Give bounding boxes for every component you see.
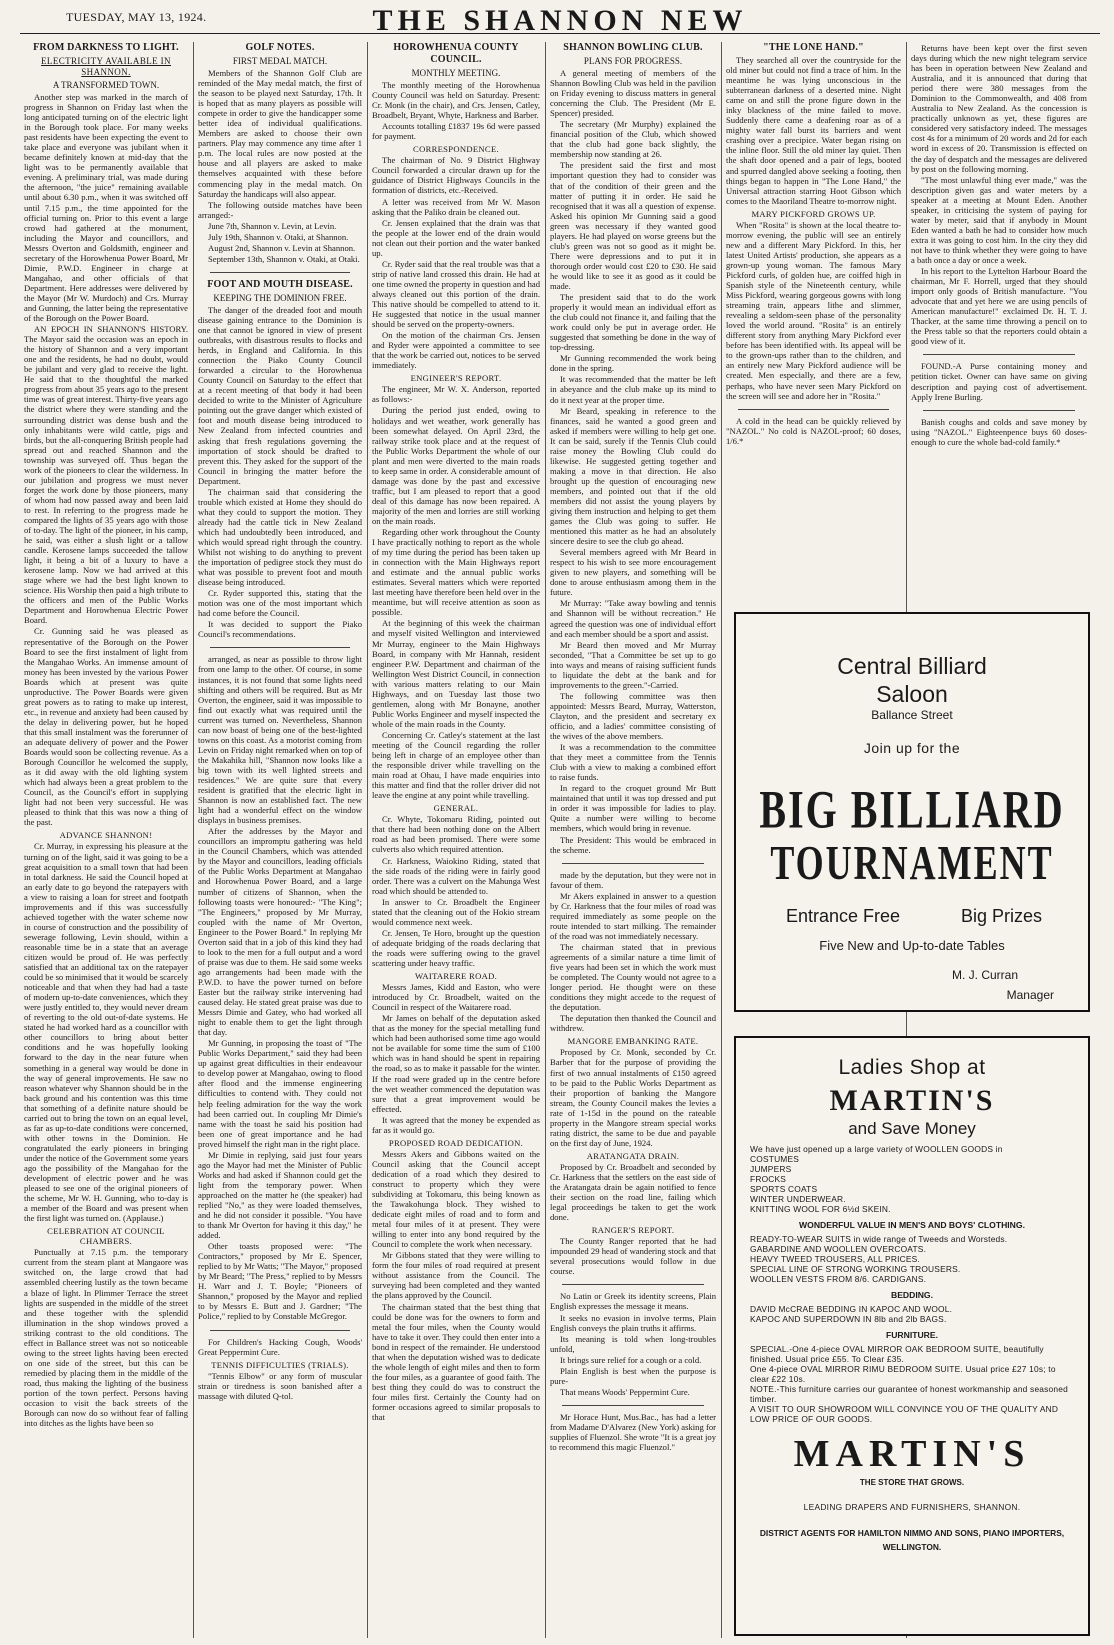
paragraph: arranged, as near as possible to throw light from one lamp to the other. Of course, in some instances, it is not found that some lights need shifting and others will be required. But as Mr Overton, the engineer, said it was impossible to find out exactly what was required until the current was turned on. Nevertheless, Shannon can now boast of being one of the best-lighted towns on this coast. As a motorist coming from Levin on Friday night remarked when on top of the Makahika hill, "Shannon now looks like a big town with its well lighted streets and residences." We are quite sure that every resident is gratified that the electric light in Shannon is now an established fact. The new light had a wonderful effect on the window displays in business premises. bbox=[198, 654, 362, 826]
paragraph: The danger of the dreaded foot and mouth disease gaining entrance to the Dominion is one that cannot be ignored in view of present outbreaks, with disastrous results to flocks and herds, in England and California. In this connection the Piako County Council forwarded a circular to the Horowhenua County Council on Saturday to the effect that at a recent meeting of that body it had been decided to write to the Minister of Agriculture pointing out the grave danger which existed of foot and mouth disease being introduced to New Zealand from infected countries and asking that fresh regulations governing the importation of stock should be drafted to prevent this. They asked for the support of the Council in bringing the matter before the Department. bbox=[198, 304, 362, 486]
paragraph: Mr Gibbons stated that they were willing to form the four miles of road required at present without assistance from the Council. The surveying had been completed and they wanted the plans approved by the Council. bbox=[372, 1250, 540, 1301]
subheadline: A TRANSFORMED TOWN. bbox=[52, 80, 160, 90]
column-rule bbox=[721, 42, 722, 1638]
verse-line: No Latin or Greek its identity screens, Plain English expresses the message it means. bbox=[550, 1291, 716, 1312]
paragraph: The chairman stated that the best thing that could be done was for the owners to form and metal the four miles, when the County would have to take it over. They could then enter into a bond in respect of the remainder. He understood that when the deputation wished was to dedicate the whole length of eight miles and then to form the four miles, as a guarantee of good faith. The best thing they could do was to construct the four miles first. Certainly the County had on former occasions agreed to similar proposals to that bbox=[372, 1301, 540, 1423]
paragraph: The secretary (Mr Murphy) explained the financial position of the Club, which showed that the club had gone back slightly, the membership now standing at 26. bbox=[550, 119, 716, 160]
paragraph: The County Ranger reported that he had impounded 29 head of wandering stock and that several prosecutions would follow in due course. bbox=[550, 1236, 716, 1277]
list-item: SPORTS COATS bbox=[750, 1184, 818, 1194]
paragraph: Several members agreed with Mr Beard in respect to his wish to see more encouragement given to new players, and something will be done to arouse enthusiasm among them in the future. bbox=[550, 547, 716, 598]
paragraph: After the addresses by the Mayor and councillors an impromptu gathering was held in the Council Chambers, which was attended by the Mayor and councillors, leading officials of the Public Works Department at Mangahao and Horowhenua Power Board, and a large number of citizens of Shannon, when the following toasts were honoured:- "The King"; "The Engineers," proposed by Mr Murray, coupled with the name of Mr Overton, Engineer to the Power Board." In replying Mr Overton said that in a job of this kind they had to look to the men for a full output and a word of praise was due to them. He said some weeks ago arrangements had been made with the P.W.D. to have the power turned on before Easter but the railway strike intervening had caused delay. He stated great praise was due to Messrs Dimie and Gatey, who had worked all night to enable them to get the light through that day. bbox=[198, 826, 362, 1038]
verse-line: Plain English is best when the purpose is pure- bbox=[550, 1365, 716, 1386]
subheadline: ELECTRICITY AVAILABLE IN SHANNON. bbox=[41, 56, 171, 77]
paragraph: Messrs Akers and Gibbons waited on the Council asking that the Council accept dedication of a road which they desired to construct to property which they were subdividing at Tokomaru, this being known as the Tawakohunga block. They wished to dedicate eight miles of road and to form and metal four miles of it at present. They were willing to enter into any bond required by the Council to complete the work when necessary. bbox=[372, 1148, 540, 1250]
paragraph: It was agreed that the money be expended as far as it would go. bbox=[372, 1114, 540, 1135]
paragraph: June 7th, Shannon v. Levin, at Levin. bbox=[208, 220, 337, 231]
woollen-goods-list bbox=[750, 1154, 1074, 1214]
divider bbox=[562, 1284, 704, 1285]
list-item: NOTE.-This furniture carries our guarantee of honest workmanship and seasoned timber. bbox=[750, 1384, 1068, 1404]
paragraph: They searched all over the countryside for the old miner but could not find a trace of him. In the meantime he was lying unconscious in the subterranean darkness of a deserted mine. Night came on and still the prone figure down in the inky blackness of the mine failed to move. Suddenly there came a deafening roar as of a mighty water fall burst its barriers and went crashing over a precipice. Water began rising on the inline floor. Still the old miner lay quiet. Then the shaft door opened and a pair of legs, booted and spurred dangled above seeking a footing, then things began to happen in "The Lone Hand," the Universal attraction starring Hoot Gibson which comes to the Maoriland Theatre to-morrow night. bbox=[726, 55, 901, 206]
list-item: GABARDINE AND WOOLLEN OVERCOATS. bbox=[750, 1244, 927, 1254]
divider bbox=[738, 409, 889, 410]
paragraph: Cr. Harkness, Waiokino Riding, stated that the side roads of the riding were in fairly good order. There was a culvert on the Mahunga West road which should be attended to. bbox=[372, 855, 540, 896]
section-heading: CORRESPONDENCE. bbox=[413, 144, 499, 155]
list-item: JUMPERS bbox=[750, 1164, 792, 1174]
advert-title: Ladies Shop at bbox=[838, 1056, 986, 1079]
paragraph: Cr. Ryder said that the real trouble was that a strip of native land crossed this drain. He had at one time owned the property in question and had always cleaned out this portion of the drain. This native should be compelled to attend to it. He suggested that notice in the usual manner should be served on the property-owners. bbox=[372, 258, 540, 330]
advert-billiard-saloon bbox=[734, 612, 1090, 1012]
paragraph: At the beginning of this week the chairman and myself visited Wellington and interviewed Mr Murray, engineer to the Main Highways Board, in company with Mr Hannah, resident engineer P.W. Department and chairman of the Wellington West District Council, in connection with various matters relating to our Main Highways, and on Tuesday last those two gentlemen, along with Mr Bonayne, another Public Works Engineer and myself inspected the whole of the main roads in the County. bbox=[372, 618, 540, 729]
paragraph: A letter was received from Mr W. Mason asking that the Paliko drain be cleaned out. bbox=[372, 196, 540, 217]
subheadline: KEEPING THE DOMINION FREE. bbox=[213, 292, 347, 303]
paragraph: Accounts totalling £1837 19s 6d were passed for payment. bbox=[372, 121, 540, 142]
bedding-list bbox=[750, 1304, 1074, 1324]
paragraph: The deputation then thanked the Council and withdrew. bbox=[550, 1013, 716, 1034]
advert-title: Central Billiard Saloon bbox=[837, 653, 987, 707]
column-rule bbox=[193, 42, 194, 1638]
paragraph: Mr Gunning, in proposing the toast of "The Public Works Department," said they had been up against great difficulties in their endeavour to develop power at Mangahao, owing to flood after flood and the immense engineering difficulties to contend with. They could not help feeling admiration for the way the work had been carried out. In coupling Mr Dimie's name with the toast he said his position had been one of great importance and he had proved himself the right man in the right place. bbox=[198, 1038, 362, 1149]
paragraph: During the period just ended, owing to holidays and wet weather, work generally has been somewhat delayed. On April 23rd, the railway strike took place and at the request of the Public Works Department the whole of our plant and men were diverted to the main roads to keep same in order. A considerable amount of damage was done by the past and excessive traffic, but I am pleased to report that a good deal of this damage has now been repaired. A majority of the men and lorries are still working on the main roads. bbox=[372, 405, 540, 526]
list-item: One 4-piece OVAL MIRROR RIMU BEDROOM SUITE. Usual price £27 10s; to clear £22 10s. bbox=[750, 1364, 1056, 1384]
paragraph: Mr Beard then moved and Mr Murray seconded, "That a Committee be set up to go into ways and means of raising sufficient funds to liquidate the debt at the bank and for improvements to the green."-Carried. bbox=[550, 639, 716, 690]
article-bowling-club bbox=[550, 42, 716, 1638]
paragraph: Returns have been kept over the first seven days during which the new night telegram service has been in operation between New Zealand and Australia, and it is announced that during that period there were 380 messages from the Dominion to the Commonwealth, and 408 from Australia to New Zealand. As the concession is practically unknown as yet, these figures are considered very satisfactory indeed. The messages cost 4s for a minimum of 20 words and 2d for each word in excess of 20. Transmission is effected on the day of despatch and the messages are delivered by post on the following morning. bbox=[911, 43, 1087, 174]
section-heading: MANGORE EMBANKING RATE. bbox=[567, 1036, 699, 1047]
divider bbox=[923, 354, 1075, 355]
issue-date: TUESDAY, MAY 13, 1924. bbox=[66, 10, 207, 24]
paragraph: Cr. Murray, in expressing his pleasure at the turning on of the light, said it was going to be a great acquisition to a small town that had been in total darkness. He said the Council hoped at an early date to go beyond the ratepayers with a view to raising a loan for street and footpath improvements and if this was successfully achieved together with the water scheme now in course of construction and the possibility of sewerage following, Levin should, within a reasonable time be in a state that an average citizen would be proud of. He was perfectly satisfied that an additional tax on the ratepayer could be so minimised that it would be scarcely noticeable and that when they had had a taste of modern up-to-date conveniences, which they were justly entitled to, they would never dream of reverting to the old out-of-date systems. He stated he had worked hard as a councillor with other councillors to bring about better conditions and he was hopefully looking forward to the day in the near future when something in a general way would be done in the way of general improvements. He saw no reason whatever why Shannon should be in the back ground and his contention was this time that something of a definite nature should be carried out to bring the town on an equal level, as far as up-to-date conditions were concerned, with other towns in the Dominion. He congratulated the early pioneers in bringing under the notice of the Government some years ago the possibility of the Mangahao for the development of electric power and he was pleased to see one of the original pioneers of the scheme, Mr W. H. Gunning, who to-day is a member of the Board and was present when the first light was turned on. (Applause.) bbox=[24, 841, 188, 1224]
paragraph: On the motion of the chairman Crs. Jensen and Ryder were appointed a committee to see that the work be carried out, notices to be served immediately. bbox=[372, 330, 540, 371]
headline: GOLF NOTES. bbox=[245, 42, 315, 53]
advert-headline: TOURNAMENT bbox=[770, 836, 1054, 890]
section-heading: BEDDING. bbox=[890, 1290, 934, 1300]
paragraph: Proposed by Cr. Broadbelt and seconded by Cr. Harkness that the settlers on the east side of the Aratangata drain be again notified to fence their section on the road line, failing which legal proceedings be taken to get the work done. bbox=[550, 1161, 716, 1223]
advert-tagline: Join up for the bbox=[863, 740, 961, 756]
paragraph: Members of the Shannon Golf Club are reminded of the May medal match, the first of the season to be played next Saturday, 17th. It is hoped that as many players as possible will compete in order to give the handicapper some better idea of individual qualifications. Members are asked to choose their own partners. Play may commence any time after 1 p.m. The local rules are now posted at the house and all players are asked to make themselves acquainted with these before commencing play in the medal match. On Saturday the handicaps will also appear. bbox=[198, 68, 362, 199]
paragraph: In regard to the croquet ground Mr Butt maintained that until it was top dressed and put in order it was impossible for ladies to play. Quite a number were willing to become members, which would bring in revenue. bbox=[550, 783, 716, 834]
paragraph: July 19th, Shannon v. Otaki, at Shannon. bbox=[208, 231, 349, 242]
paragraph: August 2nd, Shannon v. Levin at Shannon. bbox=[208, 242, 356, 253]
section-heading: PROPOSED ROAD DEDICATION. bbox=[388, 1137, 524, 1148]
verse-line: It brings sure relief for a cough or a cold. bbox=[560, 1354, 702, 1365]
paragraph: Mr Murray: "Take away bowling and tennis and Shannon will be without recreation." He agreed the question was one of individual effort and each member should be a sport and assist. bbox=[550, 598, 716, 639]
paragraph: In answer to Cr. Broadbelt the Engineer stated that the cleaning out of the Hokio stream would commence next week. bbox=[372, 896, 540, 927]
verse-line: It seeks no evasion in involve terms, Plain English conveys the plain truths it affirms. bbox=[550, 1312, 716, 1333]
list-item: READY-TO-WEAR SUITS in wide range of Tweeds and Worsteds. bbox=[750, 1234, 1008, 1244]
list-item: KAPOC AND SUPERDOWN IN 8lb and 2lb BAGS. bbox=[750, 1314, 947, 1324]
headline: SHANNON BOWLING CLUB. bbox=[563, 42, 703, 53]
section-heading: ENGINEER'S REPORT. bbox=[410, 373, 502, 384]
advert-manager-title: Manager bbox=[1006, 988, 1054, 1002]
divider bbox=[923, 410, 1075, 411]
list-item: A VISIT TO OUR SHOWROOM WILL CONVINCE YOU OF THE QUALITY AND LOW PRICE OF OUR GOODS. bbox=[750, 1404, 1059, 1424]
headline: "THE LONE HAND." bbox=[763, 42, 864, 53]
paragraph: It was decided to support the Piako Council's recommendations. bbox=[198, 619, 362, 640]
column-news-briefs bbox=[911, 42, 1087, 632]
paragraph: Cr. Gunning said he was pleased as representative of the Borough on the Power Board to see the first instalment of light from the Mangahao Works. An immense amount of money has been invested by the various Power Boards which at present was quite unproductive. The Power Boards were given great powers as to rating to make up interest, etc., in revenue and anxiety had been caused by the delay in delivering power, but he hoped that this small instalment was the forerunner of an adequate delivery of power and the Power Boards would soon be collecting revenue. As a Borough Councillor he welcomed the supply, as it did away with the old lighting system which had always been a great problem to the Council, as the Council's effort in supplying light had not been very successful. He was pleased to think that this was now a thing of the past. bbox=[24, 626, 188, 828]
divider bbox=[210, 272, 350, 273]
paragraph: made by the deputation, but they were not in favour of them. bbox=[550, 869, 716, 890]
advert-address: Ballance Street bbox=[871, 708, 953, 722]
article-county-council bbox=[372, 42, 540, 1638]
section-heading: TENNIS DIFFICULTIES (TRIALS). bbox=[211, 1359, 349, 1370]
advert-tables: Five New and Up-to-date Tables bbox=[819, 938, 1005, 953]
section-heading: FURNITURE. bbox=[885, 1330, 939, 1340]
paragraph: Punctually at 7.15 p.m. the temporary current from the steam plant at Mangaore was switched on, the large crowd that had assembled cheering lustily as the town became a blaze of light. In Plimmer Terrace the street lights are suspended in the middle of the street and these together with the splendid illumination in the shop windows proved a striking contrast to the old conditions. The effect in Ballance street was not so noticeable owing to the street lights having been erected on one side of the street, but this can be remedied by placing them in the middle of the road, thus making the lighting of the business portion of the town perfect. Persons having occasion to visit the back streets of the Borough can now do so without fear of falling into ditches as the lights have been so bbox=[24, 1247, 188, 1429]
section-heading: WAITARERE ROAD. bbox=[414, 971, 498, 982]
paragraph: Banish coughs and colds and save money by using "NAZOL." Eighteenpence buys 60 doses-enough to cure the whole bad-cold family.* bbox=[911, 416, 1087, 447]
paragraph: September 13th, Shannon v. Otaki, at Otaki. bbox=[208, 253, 360, 264]
column-rule bbox=[545, 42, 546, 1638]
advert-line: For Children's Hacking Cough, Woods' Great Peppermint Cure. bbox=[198, 1336, 362, 1357]
column-golf-and-disease bbox=[198, 42, 362, 1638]
clothing-list bbox=[750, 1234, 1074, 1284]
advert-entrance: Entrance Free bbox=[786, 906, 901, 926]
verse-line: Its meaning is told when long-troubles unfold, bbox=[550, 1333, 716, 1354]
list-item: SPECIAL.-One 4-piece OVAL MIRROR OAK BEDROOM SUITE, beautifully finished. Usual price £55. To Clear £35. bbox=[750, 1344, 1044, 1364]
advert-agency: DISTRICT AGENTS FOR HAMILTON NIMMO AND SONS, PIANO IMPORTERS, WELLINGTON. bbox=[759, 1528, 1065, 1552]
paragraph: Mr Gunning recommended the work being done in the spring. bbox=[550, 353, 716, 374]
advert-headline: BIG BILLIARD bbox=[759, 779, 1065, 840]
advert-tagline: and Save Money bbox=[848, 1119, 976, 1138]
paragraph: Another step was marked in the march of progress in Shannon on Friday last when the long anticipated turning on of the electric light in the Borough took place. For many weeks past residents have been expecting the event to take place and everyone was jubilant when it became definitely known at mid-day that the light was to be permanently available that evening. A preliminary trial, was made during the afternoon, "the juice" remaining available until about 6.30 p.m., when it was switched off until 7.15 p.m., the time appointed for the official turning on. Prior to this event a large crowd had gathered at the monument, including the Mayor and councillors, and Messrs Overton and Goldsmith, engineer and secretary of the Horowhenua Power Board, Mr Dimie, P.W.D. Engineer in charge at Mangahao, and other officials of that Department. Here addresses were delivered by the Mayor (Mr W. Murdoch) and Crs. Murray and Gunning, the latter being the representative of the Borough on the Power Board. bbox=[24, 92, 188, 324]
paragraph: It was recommended that the matter be left in abeyance and the club make up its mind to do it next year at the proper time. bbox=[550, 374, 716, 405]
paragraph: The president said that to do the work properly it would mean an individual effort as the club could not finance it, and failing that the work could only be put in average order. He suggested that something be done in the way of top-dressing. bbox=[550, 292, 716, 353]
paragraph: Cr. Jensen, Te Horo, brought up the question of adequate bridging of the roads declaring that the roads were suffering owing to the gravel scattering under heavy traffic. bbox=[372, 927, 540, 968]
advert-slogan: THE STORE THAT GROWS. bbox=[859, 1478, 965, 1487]
section-heading: ADVANCE SHANNON! bbox=[59, 830, 153, 841]
list-item: SPECIAL LINE OF STRONG WORKING TROUSERS. bbox=[750, 1264, 961, 1274]
article-lone-hand bbox=[726, 42, 901, 632]
subheadline: PLANS FOR PROGRESS. bbox=[583, 56, 683, 66]
paragraph: A general meeting of members of the Shannon Bowling Club was held in the pavilion on Friday evening to discuss matters in general concerning the Club. The President (Mr E. Spencer) presided. bbox=[550, 68, 716, 119]
column-rule bbox=[367, 42, 368, 1638]
verse-line: That means Woods' Peppermint Cure. bbox=[560, 1386, 690, 1397]
paragraph: The President: This would be embraced in the scheme. bbox=[550, 834, 716, 855]
subheadline: FIRST MEDAL MATCH. bbox=[232, 56, 328, 66]
paragraph: Mr James on behalf of the deputation asked that as the money for the special metalling fund which had been authorised some time ago would not be available for some time the sum of £100 which was in hand should be spent in repairing the road, so as to make it passable for the winter. If the road were graded up in the centre before the wet weather commenced the deputation was sure that a great improvement would be effected. bbox=[372, 1013, 540, 1114]
paragraph: The following committee was then appointed: Messrs Beard, Murray, Watterston, Clayton, and the president and secretary ex officio, and a ladies' committee consisting of the wives of the above members. bbox=[550, 690, 716, 742]
paragraph: Messrs James, Kidd and Easton, who were introduced by Cr. Broadbelt, waited on the Council in respect of the Waitarere road. bbox=[372, 982, 540, 1013]
section-heading: CELEBRATION AT COUNCIL CHAMBERS. bbox=[47, 1226, 165, 1247]
headline: FROM DARKNESS TO LIGHT. bbox=[33, 42, 179, 53]
paragraph: The chairman stated that in previous agreements of a similar nature a time limit of five years had been set in which the work must be completed. The County would not agree to a longer period. He thought were on these conditions they might accede to the request of the deputation. bbox=[550, 941, 716, 1013]
paragraph: Other toasts proposed were: "The Contractors," proposed by Mr E. Spencer, replied to by Mr Watts; "The Mayor," proposed by Mr Beard; "The Press," replied to by Messrs H. Warr and J. T. Boyle; "Pioneers of Shannon," proposed by the Mayor and replied to by Messrs E. Butt and J. Gardner; "The Police," replied to by Constable McGregor. bbox=[198, 1241, 362, 1322]
advert-description: LEADING DRAPERS AND FURNISHERS, SHANNON. bbox=[803, 1502, 1021, 1512]
paragraph: Mr Horace Hunt, Mus.Bac., has had a letter from Madame D'Alvarez (New York) asking for supplies of Fluenzol. She wrote "It is a great joy to recommend this magic Fluenzol." bbox=[550, 1411, 716, 1453]
paragraph: AN EPOCH IN SHANNON'S HISTORY. The Mayor said the occasion was an epoch in the history of Shannon and a very important one and the residents, he had no doubt, would be jubilant and very glad to receive the light. He said that to the thoughtful the marked progress from about 35 years ago to the present time was of great interest. Thirty-five years ago the district where they were standing and the surrounding district was dense bush and the only inhabitants were wild cattle, pigs and birds, but the all-conquering British people had spread out and reached Shannon and the township was surveyed off. Thus began the work of the pioneers to clear the wilderness. In our jubilation and progress we must never forget the work done by those pioneers, many of whom had now passed away and been laid to rest. In referring to the progress made he compared the lights of 35 years ago with those of to-day. The light of the pioneer, in his camp, he said, was either a slush light or a tallow candle. Kerosene lamps succeeded the tallow light, it being a bit of a luxury to have a kerosene lamp. Now we had arrived at this stage where we had the best light known to science. His Worship then paid a high tribute to the officers and men of the Public Works Department and Horowhenua Electric Power Board. bbox=[24, 324, 188, 626]
advert-martins bbox=[734, 1036, 1090, 1636]
list-item: DAVID McCRAE BEDDING IN KAPOC AND WOOL. bbox=[750, 1304, 953, 1314]
subheadline: MONTHLY MEETING. bbox=[411, 68, 501, 78]
furniture-list bbox=[750, 1344, 1074, 1424]
section-heading: ARATANGATA DRAIN. bbox=[586, 1150, 680, 1161]
divider bbox=[210, 1330, 350, 1331]
headline: FOOT AND MOUTH DISEASE. bbox=[207, 278, 353, 290]
paragraph: Regarding other work throughout the County I have practically nothing to report as the whole of my time during the period has been taken up in connection with the Main Highways report and estimate and the annual public works estimates. Several matters which were reported last meeting have therefore been held over in the meantime, but will receive attention as soon as possible. bbox=[372, 527, 540, 618]
article-darkness-to-light bbox=[24, 42, 188, 1638]
list-item: HEAVY TWEED TROUSERS, ALL PRICES. bbox=[750, 1254, 920, 1264]
paragraph: It was a recommendation to the committee that they meet a committee from the Tennis Club with a view to making a combined effort to raise funds. bbox=[550, 742, 716, 783]
section-heading: GENERAL. bbox=[433, 803, 479, 814]
section-heading: RANGER'S REPORT. bbox=[591, 1225, 675, 1236]
paragraph: The engineer, Mr W. X. Anderson, reported as follows:- bbox=[372, 384, 540, 405]
paragraph: Proposed by Cr. Monk, seconded by Cr. Barber that for the purpose of providing the first of two annual instalments of £150 agreed to be paid to the Public Works Department as their proportion of banking the Mangore stream, the County Council makes the levies a rate of 1-15d in the pound on the rateable property in the Mangore stream special works rating district, the same to be due and payable on the first day of June, 1924. bbox=[550, 1047, 716, 1148]
paragraph: The chairman of No. 9 District Highway Council forwarded a circular drawn up for the guidance of District Highways Councils in the formation of districts, etc.-Received. bbox=[372, 155, 540, 196]
advert-manager-name: M. J. Curran bbox=[951, 968, 1018, 982]
paragraph: Mr Akers explained in answer to a question by Cr. Harkness that the four miles of road was required immediately as some people on the route intended to start milking. The remainder of the road was not immediately necessary. bbox=[550, 890, 716, 941]
advert-prizes: Big Prizes bbox=[960, 906, 1042, 926]
paragraph: Cr. Jensen explained that the drain was that the people at the lower end of the drain would not clean out their portion and the water banked up. bbox=[372, 217, 540, 258]
paragraph: Mr Dimie in replying, said just four years ago the Mayor had met the Minister of Public Works and had asked if Shannon could get the light from the temporary power. When approached on the matter he (the speaker) had replied "No," as they were loaded themselves, and he did not consider it possible. "You have to thank Mr Overton for having it this day," he added. bbox=[198, 1149, 362, 1241]
headline: HOROWHENUA COUNTY COUNCIL. bbox=[393, 42, 519, 65]
newspaper-title: THE SHANNON NEW bbox=[372, 4, 748, 37]
divider bbox=[562, 863, 704, 864]
paragraph: When "Rosita" is shown at the local theatre to-morrow evening, the public will see an entirely new and a different Mary Pickford. In this, her latest United Artists' production, she appears as a grown-up young woman. The famous Mary Pickford curls, of golden hue, are coiffed high in Spanish style of the Nineteenth century, while Miss Pickford, wearing gorgeous gowns with long streaming train, appears lithe and slimmer, revealing a seldom-seen phase of the personality loved the world around. "Rosita" is an entirely different story from anything Mary Pickford ever before has been identified with. Its appeal will be to the grown-ups rather than to the children, and an entirely new Mary Pickford audience will be created. Men especially, and there are a few, perhaps, who have never seen Mary Pickford on the screen will see and adore her in "Rosita." bbox=[726, 219, 901, 401]
paragraph: A cold in the head can be quickly relieved by "NAZOL." No cold is NAZOL-proof; 60 doses, 1/6.* bbox=[726, 415, 901, 446]
divider bbox=[562, 1405, 704, 1406]
paragraph: In his report to the Lyttelton Harbour Board the chairman, Mr F. Horrell, urged that they should import only goods of British manufacture. "You advocate that and yet here we are using pencils of American manufacture!" exclaimed Dr. H. T. J. Thacker, at the same time throwing a pencil on to the Press table so that the reporters could obtain a good view of it. bbox=[911, 266, 1087, 347]
advert-intro: We have just opened up a large variety of WOOLLEN GOODS in bbox=[750, 1144, 1003, 1154]
paragraph: The chairman said that considering the trouble which existed at Home they should do what they could to support the motion. They already had the cattle tick in New Zealand which had undoubtedly been introduced, and which would spread right through the country. Whilst not wishing to do anything to prevent the importation of pedigree stock they must do what was possible to prevent foot and mouth disease being introduced. bbox=[198, 486, 362, 588]
section-heading: MARY PICKFORD GROWS UP. bbox=[751, 208, 876, 219]
paragraph: Concerning Cr. Catley's statement at the last meeting of the Council regarding the roller being left in charge of an employee other than the responsible driver while travelling on the main road at Ohau, I have made enquiries into this matter and find that the roller driver did not leave the engine at any point while travelling. bbox=[372, 729, 540, 801]
list-item: COSTUMES bbox=[750, 1154, 800, 1164]
list-item: KNITTING WOOL FOR 6½d SKEIN. bbox=[750, 1204, 891, 1214]
masthead bbox=[20, 4, 1100, 37]
list-item: WINTER UNDERWEAR. bbox=[750, 1194, 846, 1204]
divider bbox=[210, 647, 350, 648]
classified-notice: FOUND.-A Purse containing money and petition ticket. Owner can have same on giving description and paying cost of advertisement. Apply Irene Burling. bbox=[911, 361, 1087, 402]
paragraph: The following outside matches have been arranged:- bbox=[198, 199, 362, 220]
paragraph: Cr. Whyte, Tokomaru Riding, pointed out that there had been nothing done on the Albert road as had been promised. There were some culverts also which required attention. bbox=[372, 814, 540, 855]
paragraph: Cr. Ryder supported this, stating that the motion was one of the most important which had come before the Council. bbox=[198, 588, 362, 619]
advert-brand: MARTIN'S bbox=[829, 1084, 995, 1117]
section-heading: WONDERFUL VALUE IN MEN'S AND BOYS' CLOTHING. bbox=[799, 1220, 1025, 1230]
advert-brand: MARTIN'S bbox=[793, 1433, 1031, 1475]
paragraph: The president said the first and most important question they had to consider was that of the condition of their green and the matter of putting it in order. He said he recognised that it was all a question of expense. Asked his opinion Mr Gunning said a good green was necessary if they wanted good players. He had played on worse greens but the club's green was not so good as it might be. There were depressions and to put it in thorough order would cost £20 to £30. He said he would like to see it as good as it could be made. bbox=[550, 160, 716, 291]
paragraph: "Tennis Elbow" or any form of muscular strain or tiredness is soon banished after a massage with diluted Q-tol. bbox=[198, 1370, 362, 1401]
paragraph: Mr Beard, speaking in reference to the finances, said he wanted a good green and asked if members were willing to help get one. It can be said, surely if the Tennis Club could raise money the Bowling Club could do likewise. He suggested getting together and making a move in that direction. He also brought up the question of encouraging new members, and pointed out that if the old members did not assist the young players by giving them instruction and helping to get them games the Club was going to suffer. He mentioned this matter as he had an absolutely sincere desire to see the club go ahead. bbox=[550, 405, 716, 547]
paragraph: The monthly meeting of the Horowhenua County Council was held on Saturday. Present: Cr. Monk (in the chair), and Crs. Jensen, Catley, Broadbelt, Bryant, Whyte, Harkness and Barber. bbox=[372, 80, 540, 121]
list-item: FROCKS bbox=[750, 1174, 787, 1184]
paragraph: "The most unlawful thing ever made," was the description given gas and water meters by a speaker at a meeting at Mount Eden. Another speaker, in criticising the system of paying for water by meter, said that if anybody in Mount Eden wanted a bath he had to consider how much extra it was going to cost him. In the city they did not have to think whether they were going to have a bath once a day or once a week. bbox=[911, 174, 1087, 265]
list-item: WOOLLEN VESTS FROM 8/6. CARDIGANS. bbox=[750, 1274, 927, 1284]
